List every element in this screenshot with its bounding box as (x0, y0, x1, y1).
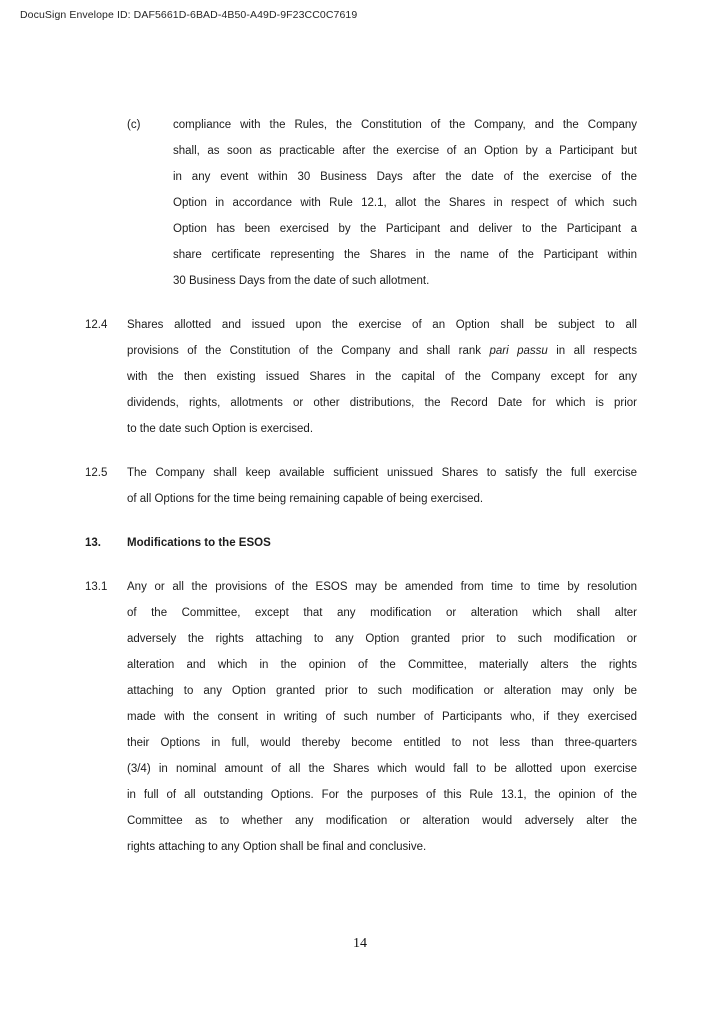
text-line: alteration and which in the opinion of the Committee, materially alters the rights (127, 659, 637, 671)
text-line: their Options in full, would thereby become entitled to not less than three-quarters (127, 737, 637, 749)
text-line: to the date such Option is exercised. (127, 423, 314, 435)
clause-text (127, 530, 637, 556)
docusign-envelope-id: DocuSign Envelope ID: DAF5661D-6BAD-4B50-A49D-9F23CC0C7619 (20, 9, 358, 21)
text-line: attaching to any Option granted prior to such modification or alteration may only be (127, 685, 637, 697)
clause-number: 13. (85, 537, 101, 549)
clause-number: 13.1 (85, 581, 108, 593)
clause-text (127, 312, 637, 442)
clause-number: 12.5 (85, 467, 108, 479)
text-line: The Company shall keep available sufficient unissued Shares to satisfy the full exercise (127, 467, 637, 479)
clause-text (173, 112, 637, 294)
document-body (85, 112, 637, 878)
text-line: 30 Business Days from the date of such allotment. (173, 275, 430, 287)
clause-text (127, 574, 637, 860)
text-line: of all Options for the time being remaining capable of being exercised. (127, 493, 484, 505)
text-line: Committee as to whether any modification or alteration would adversely alter the (127, 815, 637, 827)
clause-number: 12.4 (85, 319, 108, 331)
page-number: 14 (353, 936, 367, 951)
text-line: Any or all the provisions of the ESOS may be amended from time to time by resolution (127, 581, 637, 593)
text-line: made with the consent in writing of such number of Participants who, if they exercised (127, 711, 637, 723)
text-line: Shares allotted and issued upon the exercise of an Option shall be subject to all (127, 319, 637, 331)
clause-12-4 (85, 312, 637, 442)
text-line: in any event within 30 Business Days after the date of the exercise of the (173, 171, 637, 183)
text-line: compliance with the Rules, the Constitution of the Company, and the Company (173, 119, 637, 131)
text-line: share certificate representing the Shares in the name of the Participant within (173, 249, 637, 261)
text-line: with the then existing issued Shares in the capital of the Company except for any (127, 371, 637, 383)
clause-number: (c) (127, 119, 141, 131)
text-line: provisions of the Constitution of the Company and shall rank pari passu in all respects (127, 345, 637, 357)
text-line: dividends, rights, allotments or other distributions, the Record Date for which is prior (127, 397, 637, 409)
text-line: rights attaching to any Option shall be final and conclusive. (127, 841, 427, 853)
text-line: (3/4) in nominal amount of all the Shares which would fall to be allotted upon exercise (127, 763, 637, 775)
heading-13 (85, 530, 637, 556)
clause-text (127, 460, 637, 512)
text-line: in full of all outstanding Options. For the purposes of this Rule 13.1, the opinion of the (127, 789, 637, 801)
clause-13-1 (85, 574, 637, 860)
subclause-c (85, 112, 637, 294)
text-line: shall, as soon as practicable after the exercise of an Option by a Participant but (173, 145, 637, 157)
text-line: Option in accordance with Rule 12.1, allot the Shares in respect of which such (173, 197, 637, 209)
text-line: adversely the rights attaching to any Option granted prior to such modification or (127, 633, 637, 645)
text-line: Option has been exercised by the Participant and deliver to the Participant a (173, 223, 637, 235)
text-line: of the Committee, except that any modification or alteration which shall alter (127, 607, 637, 619)
clause-12-5 (85, 460, 637, 512)
text-line: Modifications to the ESOS (127, 537, 271, 549)
